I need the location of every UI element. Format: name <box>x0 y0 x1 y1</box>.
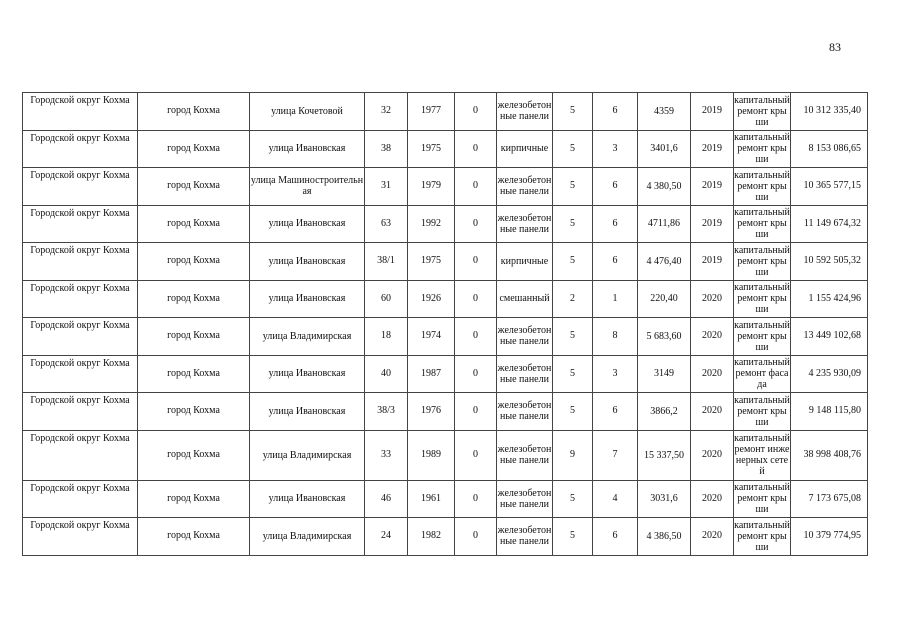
build-year-cell: 1982 <box>408 518 455 556</box>
district-cell: Городской округ Кохма <box>23 168 138 206</box>
floors-cell: 5 <box>553 243 593 281</box>
district-cell: Городской округ Кохма <box>23 280 138 318</box>
wall-material-cell: железобетонные панели <box>497 168 553 206</box>
district-cell: Городской округ Кохма <box>23 480 138 518</box>
street-cell: улица Ивановская <box>250 480 365 518</box>
district-cell: Городской округ Кохма <box>23 430 138 480</box>
area-cell: 3149 <box>638 355 691 393</box>
entrances-cell: 3 <box>593 355 638 393</box>
wall-material-cell: кирпичные <box>497 130 553 168</box>
area-cell: 3401,6 <box>638 130 691 168</box>
cost-cell: 4 235 930,09 <box>791 355 868 393</box>
wall-material-cell: железобетонные панели <box>497 480 553 518</box>
build-year-cell: 1975 <box>408 130 455 168</box>
house-number-cell: 18 <box>365 318 408 356</box>
entrances-cell: 6 <box>593 518 638 556</box>
area-cell: 4359 <box>638 93 691 131</box>
entrances-cell: 6 <box>593 168 638 206</box>
work-type-cell: капитальный ремонт крыши <box>734 480 791 518</box>
house-number-cell: 31 <box>365 168 408 206</box>
house-number-cell: 60 <box>365 280 408 318</box>
entrances-cell: 7 <box>593 430 638 480</box>
street-cell: улица Ивановская <box>250 280 365 318</box>
street-cell: улица Ивановская <box>250 205 365 243</box>
street-cell: улица Машиностроительная <box>250 168 365 206</box>
entrances-cell: 4 <box>593 480 638 518</box>
plan-year-cell: 2020 <box>691 280 734 318</box>
table-row <box>23 243 868 281</box>
table-row <box>23 355 868 393</box>
zero-cell: 0 <box>455 430 497 480</box>
table-row <box>23 205 868 243</box>
work-type-cell: капитальный ремонт крыши <box>734 168 791 206</box>
plan-year-cell: 2020 <box>691 480 734 518</box>
entrances-cell: 6 <box>593 243 638 281</box>
entrances-cell: 6 <box>593 93 638 131</box>
wall-material-cell: железобетонные панели <box>497 205 553 243</box>
plan-year-cell: 2019 <box>691 243 734 281</box>
entrances-cell: 6 <box>593 393 638 431</box>
street-cell: улица Владимирская <box>250 318 365 356</box>
district-cell: Городской округ Кохма <box>23 355 138 393</box>
city-cell: город Кохма <box>138 393 250 431</box>
house-number-cell: 63 <box>365 205 408 243</box>
floors-cell: 5 <box>553 93 593 131</box>
plan-year-cell: 2019 <box>691 93 734 131</box>
street-cell: улица Ивановская <box>250 130 365 168</box>
district-cell: Городской округ Кохма <box>23 518 138 556</box>
cost-cell: 9 148 115,80 <box>791 393 868 431</box>
wall-material-cell: железобетонные панели <box>497 518 553 556</box>
work-type-cell: капитальный ремонт крыши <box>734 93 791 131</box>
district-cell: Городской округ Кохма <box>23 393 138 431</box>
area-cell: 3866,2 <box>638 393 691 431</box>
work-type-cell: капитальный ремонт крыши <box>734 280 791 318</box>
cost-cell: 11 149 674,32 <box>791 205 868 243</box>
district-cell: Городской округ Кохма <box>23 130 138 168</box>
build-year-cell: 1974 <box>408 318 455 356</box>
city-cell: город Кохма <box>138 93 250 131</box>
table-row <box>23 93 868 131</box>
plan-year-cell: 2020 <box>691 355 734 393</box>
work-type-cell: капитальный ремонт фасада <box>734 355 791 393</box>
area-cell: 5 683,60 <box>638 318 691 356</box>
street-cell: улица Владимирская <box>250 430 365 480</box>
street-cell: улица Владимирская <box>250 518 365 556</box>
city-cell: город Кохма <box>138 430 250 480</box>
cost-cell: 10 379 774,95 <box>791 518 868 556</box>
zero-cell: 0 <box>455 518 497 556</box>
table-row <box>23 318 868 356</box>
work-type-cell: капитальный ремонт крыши <box>734 130 791 168</box>
zero-cell: 0 <box>455 393 497 431</box>
work-type-cell: капитальный ремонт крыши <box>734 243 791 281</box>
work-type-cell: капитальный ремонт крыши <box>734 393 791 431</box>
city-cell: город Кохма <box>138 130 250 168</box>
city-cell: город Кохма <box>138 518 250 556</box>
district-cell: Городской округ Кохма <box>23 243 138 281</box>
city-cell: город Кохма <box>138 318 250 356</box>
house-number-cell: 40 <box>365 355 408 393</box>
house-number-cell: 33 <box>365 430 408 480</box>
table-row <box>23 518 868 556</box>
housing-repair-table <box>22 92 868 556</box>
house-number-cell: 38/1 <box>365 243 408 281</box>
cost-cell: 8 153 086,65 <box>791 130 868 168</box>
build-year-cell: 1987 <box>408 355 455 393</box>
plan-year-cell: 2019 <box>691 168 734 206</box>
page-number: 83 <box>829 40 841 54</box>
wall-material-cell: железобетонные панели <box>497 430 553 480</box>
zero-cell: 0 <box>455 318 497 356</box>
work-type-cell: капитальный ремонт крыши <box>734 205 791 243</box>
wall-material-cell: железобетонные панели <box>497 93 553 131</box>
city-cell: город Кохма <box>138 280 250 318</box>
plan-year-cell: 2019 <box>691 205 734 243</box>
zero-cell: 0 <box>455 93 497 131</box>
wall-material-cell: кирпичные <box>497 243 553 281</box>
house-number-cell: 32 <box>365 93 408 131</box>
area-cell: 15 337,50 <box>638 430 691 480</box>
area-cell: 3031,6 <box>638 480 691 518</box>
wall-material-cell: железобетонные панели <box>497 318 553 356</box>
floors-cell: 5 <box>553 518 593 556</box>
floors-cell: 5 <box>553 168 593 206</box>
house-number-cell: 38 <box>365 130 408 168</box>
build-year-cell: 1977 <box>408 93 455 131</box>
cost-cell: 10 312 335,40 <box>791 93 868 131</box>
floors-cell: 5 <box>553 205 593 243</box>
plan-year-cell: 2020 <box>691 318 734 356</box>
zero-cell: 0 <box>455 480 497 518</box>
zero-cell: 0 <box>455 168 497 206</box>
cost-cell: 1 155 424,96 <box>791 280 868 318</box>
street-cell: улица Ивановская <box>250 355 365 393</box>
table-row <box>23 393 868 431</box>
entrances-cell: 1 <box>593 280 638 318</box>
floors-cell: 5 <box>553 480 593 518</box>
zero-cell: 0 <box>455 205 497 243</box>
floors-cell: 5 <box>553 318 593 356</box>
area-cell: 4 386,50 <box>638 518 691 556</box>
zero-cell: 0 <box>455 280 497 318</box>
cost-cell: 13 449 102,68 <box>791 318 868 356</box>
build-year-cell: 1926 <box>408 280 455 318</box>
build-year-cell: 1961 <box>408 480 455 518</box>
city-cell: город Кохма <box>138 168 250 206</box>
city-cell: город Кохма <box>138 480 250 518</box>
floors-cell: 5 <box>553 130 593 168</box>
zero-cell: 0 <box>455 243 497 281</box>
floors-cell: 2 <box>553 280 593 318</box>
wall-material-cell: железобетонные панели <box>497 393 553 431</box>
street-cell: улица Ивановская <box>250 393 365 431</box>
entrances-cell: 3 <box>593 130 638 168</box>
city-cell: город Кохма <box>138 355 250 393</box>
table-row <box>23 280 868 318</box>
entrances-cell: 6 <box>593 205 638 243</box>
build-year-cell: 1992 <box>408 205 455 243</box>
table-row <box>23 168 868 206</box>
district-cell: Городской округ Кохма <box>23 318 138 356</box>
entrances-cell: 8 <box>593 318 638 356</box>
work-type-cell: капитальный ремонт крыши <box>734 518 791 556</box>
house-number-cell: 46 <box>365 480 408 518</box>
cost-cell: 38 998 408,76 <box>791 430 868 480</box>
wall-material-cell: смешанный <box>497 280 553 318</box>
area-cell: 4 476,40 <box>638 243 691 281</box>
plan-year-cell: 2020 <box>691 393 734 431</box>
build-year-cell: 1976 <box>408 393 455 431</box>
build-year-cell: 1975 <box>408 243 455 281</box>
work-type-cell: капитальный ремонт инженерных сетей <box>734 430 791 480</box>
table-row <box>23 130 868 168</box>
wall-material-cell: железобетонные панели <box>497 355 553 393</box>
plan-year-cell: 2019 <box>691 130 734 168</box>
floors-cell: 5 <box>553 393 593 431</box>
cost-cell: 10 365 577,15 <box>791 168 868 206</box>
build-year-cell: 1979 <box>408 168 455 206</box>
plan-year-cell: 2020 <box>691 430 734 480</box>
work-type-cell: капитальный ремонт крыши <box>734 318 791 356</box>
city-cell: город Кохма <box>138 205 250 243</box>
street-cell: улица Кочетовой <box>250 93 365 131</box>
district-cell: Городской округ Кохма <box>23 205 138 243</box>
cost-cell: 7 173 675,08 <box>791 480 868 518</box>
area-cell: 4 380,50 <box>638 168 691 206</box>
district-cell: Городской округ Кохма <box>23 93 138 131</box>
area-cell: 4711,86 <box>638 205 691 243</box>
house-number-cell: 24 <box>365 518 408 556</box>
build-year-cell: 1989 <box>408 430 455 480</box>
table-body <box>23 93 868 556</box>
table-row <box>23 480 868 518</box>
floors-cell: 9 <box>553 430 593 480</box>
zero-cell: 0 <box>455 130 497 168</box>
city-cell: город Кохма <box>138 243 250 281</box>
table-row <box>23 430 868 480</box>
street-cell: улица Ивановская <box>250 243 365 281</box>
area-cell: 220,40 <box>638 280 691 318</box>
house-number-cell: 38/3 <box>365 393 408 431</box>
zero-cell: 0 <box>455 355 497 393</box>
cost-cell: 10 592 505,32 <box>791 243 868 281</box>
plan-year-cell: 2020 <box>691 518 734 556</box>
floors-cell: 5 <box>553 355 593 393</box>
